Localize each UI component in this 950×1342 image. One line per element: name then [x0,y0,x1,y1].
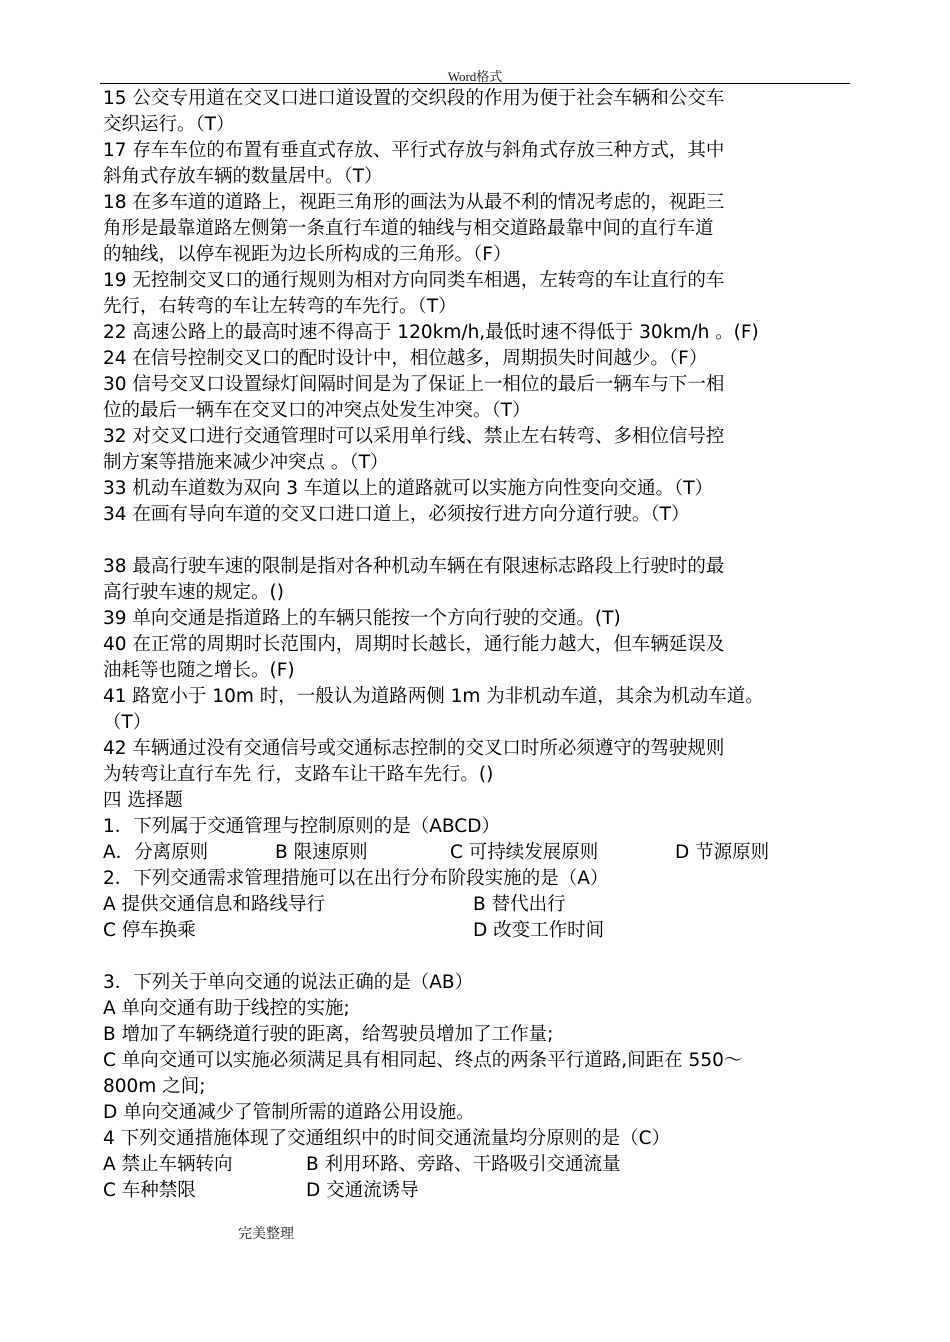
judgment-line: 角形是最靠道路左侧第一条直行车道的轴线与相交道路最靠中间的直行车道 [103,218,714,239]
judgment-line: 斜角式存放车辆的数量居中。（T） [103,166,383,187]
option-b: B 替代出行 [473,894,566,915]
blank-line [103,528,851,554]
judgment-line: 19 无控制交叉口的通行规则为相对方向同类车相遇，左转弯的车让直行的车 [103,270,725,291]
judgment-line: 位的最后一辆车在交叉口的冲突点处发生冲突。（T） [103,400,531,421]
option-line: B 增加了车辆绕道行驶的距离，给驾驶员增加了工作量; [103,1024,554,1045]
judgment-line: 交织运行。（T） [103,114,235,135]
option-c: C 可持续发展原则 [450,842,599,863]
option-d: D 改变工作时间 [473,920,605,941]
judgment-line: 34 在画有导向车道的交叉口进口道上，必须按行进方向分道行驶。（T） [103,504,690,525]
judgment-line: （T） [103,712,152,733]
judgment-line: 15 公交专用道在交叉口进口道设置的交织段的作用为便于社会车辆和公交车 [103,88,725,109]
question-stem: 1．下列属于交通管理与控制原则的是（ABCD） [103,816,500,837]
judgment-line: 先行，右转弯的车让左转弯的车先行。（T） [103,296,457,317]
option-d: D 节源原则 [675,842,770,863]
page-header: Word格式 [447,69,503,84]
question-stem: 4 下列交通措施体现了交通组织中的时间交通流量均分原则的是（C） [103,1128,671,1149]
options-row [103,1178,851,1204]
option-line: C 单向交通可以实施必须满足具有相同起、终点的两条平行道路,间距在 550～ [103,1050,743,1071]
option-b: B 利用环路、旁路、干路吸引交通流量 [306,1154,621,1175]
option-b: B 限速原则 [275,842,368,863]
option-c: C 车种禁限 [103,1180,196,1201]
option-a: A 禁止车辆转向 [103,1154,233,1175]
judgment-line: 33 机动车道数为双向 3 车道以上的道路就可以实施方向性变向交通。（T） [103,478,714,499]
document-body [103,86,851,1204]
options-row [103,892,851,918]
option-line: A 单向交通有助于线控的实施; [103,998,350,1019]
question-stem: 2．下列交通需求管理措施可以在出行分布阶段实施的是（A） [103,868,609,889]
option-line: D 单向交通减少了管制所需的道路公用设施。 [103,1102,475,1123]
judgment-line: 为转弯让直行车先 行，支路车让干路车先行。() [103,764,494,785]
options-row [103,918,851,944]
options-row [103,840,851,866]
option-a: A．分离原则 [103,842,209,863]
header-rule [100,83,850,84]
judgment-line: 30 信号交叉口设置绿灯间隔时间是为了保证上一相位的最后一辆车与下一相 [103,374,725,395]
judgment-line: 油耗等也随之增长。(F) [103,660,295,681]
judgment-line: 高行驶车速的规定。() [103,582,284,603]
judgment-line: 制方案等措施来减少冲突点 。（T） [103,452,389,473]
section-title: 四 选择题 [103,790,183,811]
judgment-line: 的轴线，以停车视距为边长所构成的三角形。（F） [103,244,512,265]
judgment-line: 41 路宽小于 10m 时，一般认为道路两侧 1m 为非机动车道，其余为机动车道。 [103,686,764,707]
judgment-line: 17 存车车位的布置有垂直式存放、平行式存放与斜角式存放三种方式，其中 [103,140,725,161]
option-line: 800m 之间; [103,1076,206,1097]
option-c: C 停车换乘 [103,920,196,941]
option-a: A 提供交通信息和路线导行 [103,894,326,915]
blank-line [103,944,851,970]
page-footer: 完美整理 [238,1226,294,1242]
judgment-line: 22 高速公路上的最高时速不得高于 120km/h,最低时速不得低于 30km/h 。(F) [103,322,759,343]
option-d: D 交通流诱导 [306,1180,419,1201]
judgment-line: 42 车辆通过没有交通信号或交通标志控制的交叉口时所必须遵守的驾驶规则 [103,738,725,759]
judgment-line: 24 在信号控制交叉口的配时设计中，相位越多，周期损失时间越少。（F） [103,348,708,369]
question-stem: 3．下列关于单向交通的说法正确的是（AB） [103,972,474,993]
judgment-line: 18 在多车道的道路上，视距三角形的画法为从最不利的情况考虑的，视距三 [103,192,725,213]
judgment-line: 38 最高行驶车速的限制是指对各种机动车辆在有限速标志路段上行驶时的最 [103,556,725,577]
options-row [103,1152,851,1178]
judgment-line: 40 在正常的周期时长范围内，周期时长越长，通行能力越大，但车辆延误及 [103,634,725,655]
judgment-line: 32 对交叉口进行交通管理时可以采用单行线、禁止左右转弯、多相位信号控 [103,426,725,447]
judgment-line: 39 单向交通是指道路上的车辆只能按一个方向行驶的交通。(T) [103,608,621,629]
